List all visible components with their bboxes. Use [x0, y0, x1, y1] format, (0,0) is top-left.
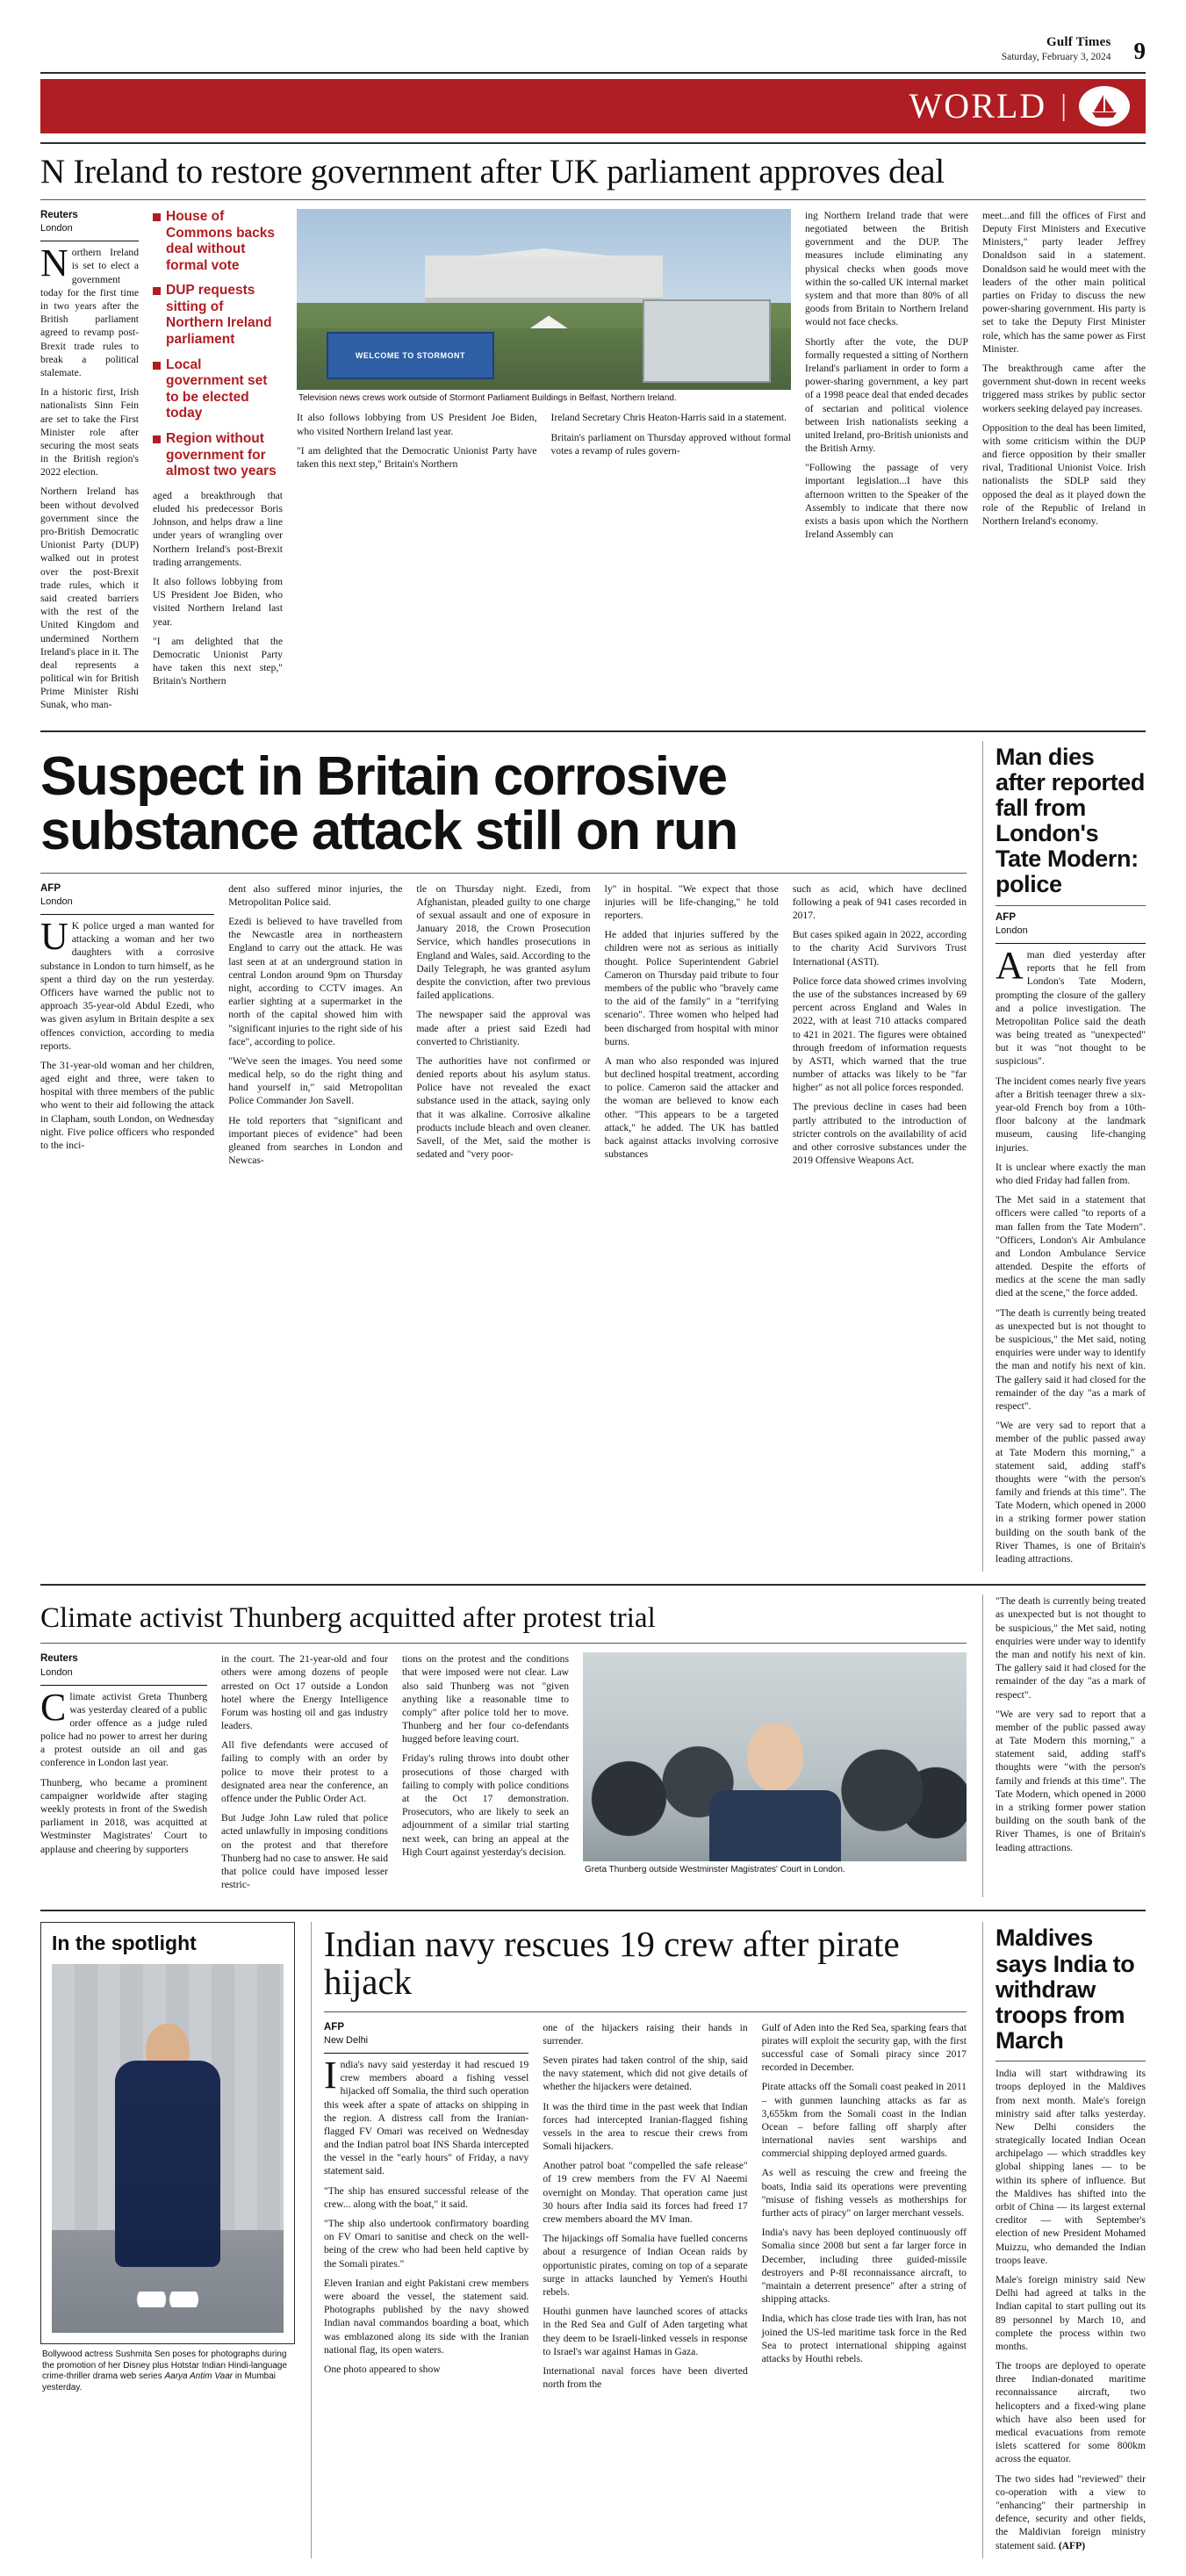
thunberg-col-2 [221, 1652, 388, 1897]
photo-caption: Greta Thunberg outside Westminster Magistrates' Court in London. [585, 1865, 845, 1875]
spotlight-box [40, 1922, 295, 2344]
bullet-text: House of Commons backs deal without formal vote [166, 208, 276, 273]
paragraph: It was the third time in the past week that Indian forces had intercepted Iranian-flagged fishing vessels in the area to rescue their crews from Somali hijackers. [543, 2100, 748, 2153]
bullet-square-icon [153, 362, 161, 370]
corrosive-and-tate-block [40, 741, 1146, 1572]
paragraph: Seven pirates had taken control of the ship, said the navy statement, which did not give details of whether the hijackers were detained. [543, 2054, 748, 2093]
paragraph: "I am delighted that the Democratic Unionist Party have taken this next step," Britain's Northern [297, 444, 537, 470]
stormont-parliament-photo [297, 209, 791, 390]
info-panel-shape [643, 299, 771, 383]
nireland-col-3b [551, 411, 792, 477]
paragraph: India's navy has been deployed continuously off Somalia since 2008 but sent a far larger force in December, including three guided-missile destroyers and P-8I reconnaissance aircraft, to "maintain a deterrent presence" after a string of shipping attacks. [761, 2227, 967, 2306]
list-item [153, 283, 283, 348]
nireland-byline [40, 209, 139, 235]
byline-place: New Delhi [324, 2035, 369, 2047]
nireland-col-2 [153, 209, 283, 718]
paragraph-with-credit [996, 2472, 1146, 2552]
tate-byline [996, 911, 1146, 938]
bullet-text: Region without government for almost two years [166, 431, 277, 479]
nireland-photo-col [297, 209, 791, 718]
section-divider: | [1060, 89, 1067, 122]
paragraph: "We are very sad to report that a member of the public passed away at Tate Modern this morning," a statement said, adding staff's thoughts were "with the person's family and friends at this time". The Tate Modern, which opened in 2000 in a striking former power station building on the south bank of the River Thames, is one of Britain's leading attractions. [996, 1708, 1146, 1853]
tate-rule [996, 905, 1146, 906]
masthead-rule [40, 72, 1146, 74]
masthead [40, 35, 1146, 68]
paragraph: The newspaper said the approval was made after a priest said Ezedi had converted to Christianity. [416, 1009, 591, 1047]
paragraph: "We are very sad to report that a member of the public passed away at Tate Modern this morning," a statement said, adding staff's thoughts were "with the person's family and friends at this time". The Tate Modern, which opened in 2000 in a striking former power station building on the south bank of the River Thames, is one of Britain's leading attractions. [996, 1420, 1146, 1565]
nireland-headline: N Ireland to restore government after UK parliament approves deal [40, 152, 945, 191]
byline-agency: AFP [324, 2021, 344, 2033]
nireland-col-4 [805, 209, 968, 718]
corrosive-columns [40, 882, 967, 1174]
paragraph: such as acid, which have declined following a peak of 941 cases recorded in 2017. [792, 882, 967, 922]
paragraph: Police force data showed crimes involving the use of the substances increased by 69 percent across England and Wales in 2022, with at least 710 attacks compared to 421 in 2021. The figures were obtained through freedom of information requests by ASTI, which warned that the true number of attacks was likely to be "far higher" as not all police forces responded. [792, 975, 967, 1094]
paragraph: One photo appeared to show [324, 2363, 441, 2375]
shoes-shape [135, 2292, 200, 2307]
navy-story [311, 1922, 967, 2558]
paragraph: "The ship has ensured successful release of the crew... along with the boat," it said. [324, 2184, 529, 2210]
paragraph: UK police urged a man wanted for attacking a woman and her two daughters with a corrosive substance in London to turn himself, as he spent a third day on the run yesterday. Officers have warned the public not to approach 35-year-old Abdul Ezedi, who was given asylum in Britain despite a sex offences conviction, according to media reports. [40, 915, 215, 1052]
agency-credit: (AFP) [1058, 2539, 1086, 2551]
thunberg-col-3 [402, 1652, 569, 1897]
corrosive-col-3 [416, 882, 590, 1174]
paragraph: The authorities have not confirmed or denied reports about his asylum status. Police have not revealed the exact substance used in the attack, saying only that it was alkaline. Corrosive alkaline products include bleach and oven cleaner. Savell, of the Met, said the mother is sedated and "very poor- [416, 1054, 591, 1161]
tate-headline: Man dies after reported fall from London's Tate Modern: police [996, 743, 1145, 898]
thunberg-figure [583, 1652, 967, 1876]
paragraph: Climate activist Greta Thunberg was yesterday cleared of a public order offence as a judge ruled police had no power to arrest her during a protest outside an oil and gas conference in London last year. [40, 1685, 207, 1769]
paragraph: Britain's parliament on Thursday approved without formal votes a revamp of rules govern- [550, 431, 791, 457]
paragraph: International naval forces have been diverted north from the [543, 2364, 748, 2391]
paragraph: "Following the passage of very important legislation...I have this afternoon written to the Speaker of the Assembly to indicate that there now exists a basis upon which the Northern Ireland Assembly can [805, 462, 968, 541]
photo-caption: Television news crews work outside of Stormont Parliament Buildings in Belfast, Northern Ireland. [298, 392, 677, 403]
navy-headline-rule [324, 2011, 967, 2012]
page-number: 9 [1133, 38, 1146, 65]
thunberg-byline [40, 1652, 207, 1679]
paragraph: The previous decline in cases had been partly attributed to the introduction of stricter controls on the availability of acid and other corrosive substances under the 2019 Offensive Weapons Act. [792, 1101, 967, 1167]
paragraph: The Met said in a statement that officers were called "to reports of a man fallen from the Tate Modern". "Officers, London's Air Ambulance and London Ambulance Service attended. Despite the efforts of medics at the scene the man sadly died at the scene," the force added. [996, 1194, 1146, 1299]
section-divider-rule-1 [40, 730, 1146, 732]
navy-col-3 [762, 2021, 967, 2398]
paragraph: Shortly after the vote, the DUP formally requested a sitting of Northern Ireland's parliament in order to form a power-sharing government, a key part of a 1998 peace deal that ended decades of sectarian and political violence between Irish nationalists seeking a united Ireland, pro-British unionists and the British Army. [805, 335, 968, 455]
spotlight-title: In the spotlight [52, 1932, 197, 1955]
thunberg-col-1 [40, 1652, 207, 1897]
navy-col-2 [543, 2021, 747, 2398]
paragraph: Thunberg, who became a prominent campaigner worldwide after staging weekly protests in front of the Swedish parliament in 2018, was acquitted at Westminster Magistrates' Court to applause and cheering by supporters [40, 1776, 207, 1855]
thunberg-headline-rule [40, 1643, 967, 1644]
byline-place: London [996, 925, 1028, 937]
paragraph: Aman died yesterday after reports that he fell from London's Tate Modern, prompting the closure of the gallery and a police investigation. The Metropolitan Police said the death was being treated as "unexpected" but it was "not thought to be suspicious". [996, 943, 1146, 1068]
paragraph: But cases spiked again in 2022, according to the charity Acid Survivors Trust International (ASTI). [792, 929, 967, 968]
paragraph: meet...and fill the offices of First and Deputy First Ministers and Executive Ministers," party leader Jeffrey Donaldson said in a statement. Donaldson said he would meet with the leaders of the other main political parties on Friday to discuss the new power-sharing government. His party is set to take the Deputy First Minister role, which has the same power as First Minister. [982, 209, 1146, 355]
paragraph: It is unclear where exactly the man who died Friday had fallen from. [996, 1161, 1146, 1186]
paragraph: "The death is currently being treated as unexpected but is not thought to be suspicious," the Met said, noting enquiries were under way to identify the man and notify his next of kin. The gallery said it had closed for the remainder of the day "as a mark of respect". [996, 1306, 1146, 1412]
corrosive-col-2 [228, 882, 402, 1174]
paragraph: Northern Ireland has been without devolved government since the pro-British Democratic Unionist Party (DUP) walked out in protest over the post-Brexit trade rules, which it said created barriers with the rest of the United Kingdom and undermined Northern Ireland's place in it. The deal represents a political win for British Prime Minister Rishi Sunak, who man- [40, 486, 139, 711]
sushmita-sen-photo [52, 1964, 284, 2333]
paragraph: All five defendants were accused of failing to comply with an order by police to move their protest to a designated area near the conference, an offence under the Public Order Act. [221, 1739, 388, 1805]
bullet-text: DUP requests sitting of Northern Ireland parliament [166, 283, 272, 348]
corrosive-col-5 [793, 882, 967, 1174]
paragraph: "The death is currently being treated as unexpected but is not thought to be suspicious," the Met said, noting enquiries were under way to identify the man and notify his next of kin. The gallery said it had closed for the remainder of the day "as a mark of respect". [996, 1595, 1146, 1701]
paragraph: in the court. The 21-year-old and four others were among dozens of people arrested on Oct 17 outside a London hotel where the Energy Intelligence Forum was hosting oil and gas industry leaders. [221, 1653, 388, 1732]
paragraph: ly" in hospital. "We expect that those injuries will be life-changing," he told reporters. [604, 882, 779, 922]
maldives-rule [996, 2061, 1146, 2062]
byline-place: London [40, 896, 73, 908]
navy-headline: Indian navy rescues 19 crew after pirate hijack [324, 1924, 900, 2002]
tate-continuation-col [982, 1594, 1146, 1897]
paragraph: India's navy said yesterday it had rescued 19 crew members aboard a fishing vessel hijacked off Somalia, the third such operation this week after a spate of attacks on shipping in the region. A distress call from the Iranian-flagged FV Omari was received on Wednesday and the Indian patrol boat INS Sharda intercepted the vessel in the "early hours" of Friday, a navy statement said. [324, 2053, 529, 2177]
paragraph: Another patrol boat "compelled the safe release" of 19 crew members from the FV Al Naeemi overnight on Monday. That operation came just 30 hours after India said its forces had freed 17 crew members aboard the MV Iman. [543, 2160, 748, 2226]
section-name: WORLD [909, 86, 1047, 126]
paragraph: dent also suffered minor injuries, the Metropolitan Police said. [228, 882, 403, 908]
paragraph: It also follows lobbying from US President Joe Biden, who visited Northern Ireland last year. [297, 412, 537, 437]
paragraph: tle on Thursday night. Ezedi, from Afghanistan, pleaded guilty to one charge of sexual assault and one of exposure in January 2018, the Crown Prosecution Service, which handles prosecutions in England and Wales, said. According to the Daily Telegraph, he was granted asylum despite the conviction, after two previous failed applications. [416, 882, 591, 1002]
bullet-square-icon [153, 435, 161, 443]
maldives-headline: Maldives says India to withdraw troops from March [996, 1925, 1135, 2054]
paragraph: It also follows lobbying from US President Joe Biden, who visited Northern Ireland last year. [153, 575, 283, 628]
paragraph: "The ship also undertook confirmatory boarding on FV Omari to sanitise and check on the well-being of the crew who had been held captive by the Somali pirates." [324, 2218, 529, 2270]
dhow-boat-icon [1079, 86, 1130, 126]
nireland-headline-rule [40, 199, 1146, 200]
paragraph: India will start withdrawing its troops deployed in the Maldives from next month. Male's foreign ministry said after talks yesterday. New Delhi considers the strategically located Indian Ocean archipelago — which straddles key global shipping lanes — to be within its sphere of influence. But the Maldives has shifted into the orbit of China — its largest external creditor — with September's election of new President Mohamed Muizzu, who demanded the Indian troops leave. [996, 2068, 1146, 2266]
paragraph: He told reporters that "significant and important pieces of evidence" had been gleaned from searches in London and Newcas- [228, 1114, 403, 1167]
corrosive-col-1 [40, 882, 214, 1174]
navy-byline-rule [324, 2053, 528, 2054]
caption-tail: in Mumbai yesterday. [42, 2371, 277, 2393]
navy-byline [324, 2021, 528, 2047]
paragraph: A man who also responded was injured but declined hospital treatment, according to police. Cameron said the attacker and the woman are believed to know each other. "This appears to be a targeted attack," he added. The UK has battled back against attacks involving corrosive substances [604, 1054, 779, 1161]
paragraph: The hijackings off Somalia have fuelled concerns about a resurgence of Indian Ocean raids by opportunistic pirates, coming on top of a separate surge in attacks launched by Yemen's Houthi rebels. [543, 2233, 748, 2298]
nireland-photo-subcols [297, 411, 791, 477]
paragraph: Pirate attacks off the Somali coast peaked in 2011 – with gunmen launching attacks as far as 3,655km from the Somali coast in the Indian Ocean – before falling off sharply after international navies sent warships and commercial shipping deployed armed guards. [761, 2081, 967, 2160]
section-banner [40, 79, 1146, 133]
navy-columns [324, 2021, 967, 2398]
nireland-col-1 [40, 209, 139, 718]
bullet-square-icon [153, 213, 161, 221]
spotlight-panel [40, 1922, 295, 2558]
bullet-text: Local government set to be elected today [166, 356, 268, 421]
paragraph: Ezedi is believed to have travelled from the Newcastle area in northeastern England to carry out the attack. He was last seen at at an underground station in central London around 9pm on Thursday night, according to CCTV images. An earlier sighting at a supermarket in the north of the capital showed him with "significant injuries to the right side of his face", according to police. [228, 916, 403, 1047]
list-item [153, 357, 283, 422]
paragraph: aged a breakthrough that eluded his predecessor Boris Johnson, and helps draw a line under years of wrangling over Northern Ireland's post-Brexit trading arrangements. [153, 489, 283, 568]
paragraph: But Judge John Law ruled that police acted unlawfully in imposing conditions on the protest and that therefore Thunberg had no case to answer. He said that police could have imposed lesser restric- [221, 1812, 388, 1891]
paragraph: one of the hijackers raising their hands in surrender. [543, 2021, 748, 2047]
corrosive-headline-rule [40, 873, 967, 874]
paragraph: "We've seen the images. You need some medical help, so do the right thing and hand yourself in," said Metropolitan Police Commander Jon Savell. [228, 1054, 403, 1107]
face-shape [747, 1723, 803, 1792]
thunberg-columns [40, 1652, 967, 1897]
byline-agency: Reuters [40, 209, 78, 220]
bullet-square-icon [153, 287, 161, 295]
paragraph: The incident comes nearly five years after a British teenager threw a six-year-old French boy from a 10th-floor balcony at the landmark museum, causing life-changing injuries. [996, 1075, 1146, 1154]
banner-bottom-rule [40, 142, 1146, 144]
navy-col-1 [324, 2021, 528, 2398]
bottom-block [40, 1922, 1146, 2558]
issue-date: Saturday, February 3, 2024 [1001, 52, 1111, 63]
paper-title: Gulf Times [1046, 35, 1111, 49]
corrosive-col-4 [605, 882, 779, 1174]
stormont-sign [327, 332, 494, 379]
paragraph-text: The two sides had "reviewed" their co-operation with a view to "enhancing" their partnership in defence, security and other fields, the Maldivian foreign ministry statement said. [996, 2472, 1146, 2551]
paragraph: Gulf of Aden into the Red Sea, sparking fears that pirates will exploit the security gap, with the first successful case of Somali piracy since 2017 recorded in December. [761, 2021, 967, 2074]
corrosive-byline [40, 882, 214, 909]
corrosive-headline: Suspect in Britain corrosive substance attack still on run [40, 745, 737, 861]
paragraph: Ireland Secretary Chris Heaton-Harris said in a statement. [550, 412, 787, 424]
paragraph: Opposition to the deal has been limited, with some criticism within the DUP and fierce opposition by their smaller rival, Traditional Unionist Voice. Irish nationalists the SDLP said they opposed the deal as it played down the role of the Republic of Ireland in Northern Ireland's economy. [982, 421, 1146, 528]
list-item [153, 431, 283, 480]
paragraph: India, which has close trade ties with Iran, has not joined the US-led maritime task force in the Red Sea to protect international shipping against attacks by Houthi rebels. [761, 2313, 967, 2364]
paragraph: The troops are deployed to operate three Indian-donated maritime reconnaissance aircraft, two helicopters and a fixed-wing plane which have also been used for medical evacuations from remote islets scattered for some 800km across the equator. [996, 2360, 1146, 2465]
paragraph: In a historic first, Irish nationalists Sinn Fein are set to take the First Minister role after securing the most seats in the British region's 2022 election. [40, 386, 139, 479]
thunberg-story [40, 1594, 967, 1897]
caption-main: Bollywood actress Sushmita Sen poses for photographs during the promotion of her Disney plus Hotstar Indian Hindi-language crime-thriller drama web series [42, 2349, 288, 2382]
maldives-story [982, 1922, 1146, 2558]
byline-place: London [40, 223, 73, 234]
thunberg-block [40, 1594, 1146, 1897]
masthead-paper-block [1002, 35, 1111, 63]
paragraph: The breakthrough came after the government shut-down in recent weeks triggered mass strikes by public sector workers seeking delayed pay increases. [982, 362, 1146, 414]
section-divider-rule-2 [40, 1584, 1146, 1586]
section-divider-rule-3 [40, 1910, 1146, 1911]
byline-agency: AFP [40, 882, 61, 894]
nireland-columns [40, 209, 1146, 718]
paragraph: Male's foreign ministry said New Delhi had agreed at talks in the Indian capital to start pulling out its 89 personnel by March 10, and complete the process within two months. [996, 2273, 1146, 2352]
byline-place: London [40, 1666, 73, 1678]
paragraph: tions on the protest and the conditions that were imposed were not clear. Law also said Thunberg was not "given anything like a reasonable time to comply" after police told her to move. Thunberg and her four co-defendants hugged before leaving court. [402, 1653, 569, 1745]
list-item [153, 209, 283, 274]
byline-agency: Reuters [40, 1653, 78, 1665]
greta-thunberg-photo [583, 1652, 967, 1861]
nireland-figure [297, 209, 791, 405]
dress-shape [115, 2061, 220, 2267]
paragraph: He added that injuries suffered by the children were not as serious as initially thought. Police Superintendent Gabriel Cameron on Thursday paid tribute to four members of the public who "bravely came to the aid of the family" in a "terrifying scenario". Three women who helped had been discharged from hospital with minor burns. [604, 929, 779, 1047]
corrosive-story [40, 741, 967, 1572]
paragraph: As well as rescuing the crew and freeing the boats, India said its operations were preventing "misuse of fishing vessels as motherships for further acts of piracy" on larger merchant vessels. [761, 2167, 967, 2220]
paragraph: ing Northern Ireland trade that were negotiated between the British government and the DUP. The measures include eliminating any physical checks when goods move within the so-called UK internal market system and that more than 80% of all goods from Britain to Northern Ireland would not face checks. [805, 209, 968, 328]
nireland-col-5 [982, 209, 1146, 718]
paragraph: Northern Ireland is set to elect a government today for the first time in two years after the British parliament agreed to revamp post-Brexit trade rules to break a political stalemate. [40, 241, 139, 378]
paragraph: Eleven Iranian and eight Pakistani crew members were aboard the vessel, the statement said. Photographs published by the navy showed Indian naval commandos boarding a boat, which was emblazoned along its side with the Iranian national flag, its open waters. [324, 2277, 529, 2356]
coat-shape [709, 1790, 841, 1861]
paragraph: The 31-year-old woman and her children, aged eight and three, were taken to hospital with three members of the public who went to their aid following the attack in Clapham, south London, on Wednesday night. Five police officers who responded to the inci- [40, 1059, 215, 1151]
nireland-col-3a [297, 411, 537, 477]
paragraph: "I am delighted that the Democratic Unionist Party have taken this next step," Britain's Northern [153, 635, 283, 687]
thunberg-photo-col [583, 1652, 967, 1897]
paragraph: Houthi gunmen have launched scores of attacks in the Red Sea and Gulf of Aden targeting what they deem to be Israeli-linked vessels in response to Israel's war against Hamas in Gaza. [543, 2306, 748, 2357]
thunberg-headline: Climate activist Thunberg acquitted after protest trial [40, 1602, 656, 1635]
paragraph: Friday's ruling throws into doubt other prosecutions of those charged with failing to comply with police conditions at the Oct 17 demonstration. Prosecutors, who are likely to seek an adjournment of a similar trial starting next week, can bring an appeal at the High Court against yesterday's decision. [402, 1752, 569, 1858]
nireland-bullet-list [153, 209, 283, 480]
byline-agency: AFP [996, 911, 1016, 923]
spotlight-caption [40, 2344, 295, 2393]
caption-series-title: Aarya Antim Vaar [164, 2371, 234, 2382]
parliament-building-shape [425, 255, 662, 303]
tate-story [982, 741, 1146, 1572]
